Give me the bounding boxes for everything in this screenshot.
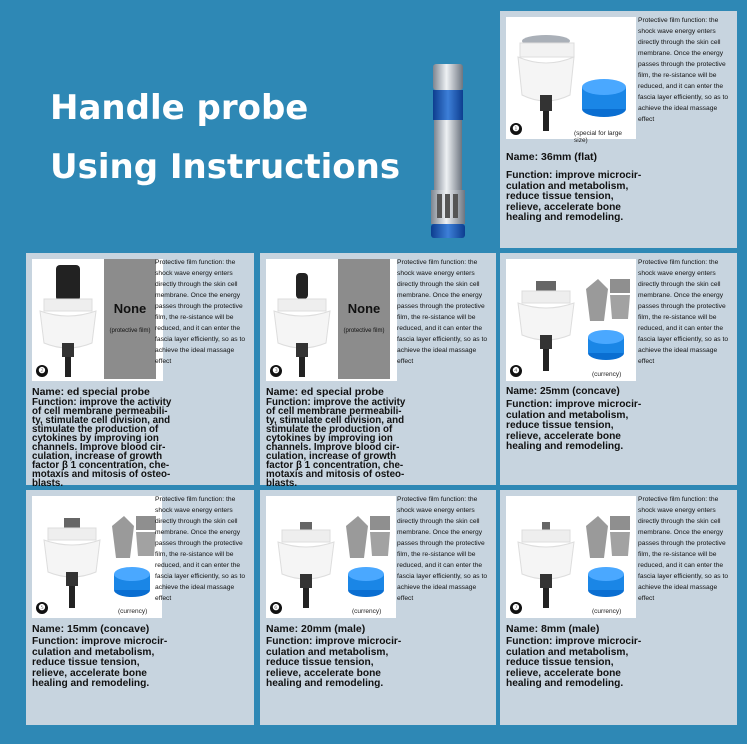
probe-card-5 bbox=[26, 490, 254, 725]
probe-name: Name: 15mm (concave) bbox=[32, 623, 150, 635]
probe-card-6 bbox=[260, 490, 496, 725]
probe-name: Name: ed special probe bbox=[32, 386, 150, 398]
card-number-badge: ❶ bbox=[510, 123, 522, 135]
card-number-badge: ❻ bbox=[270, 602, 282, 614]
probe-image-36mm bbox=[506, 17, 636, 144]
protective-film-text: Protective film function: the shock wave energy enters directly through the skin cell membrane. Once the energy passes through the protective film, the re-sistance will be reduced, and it can enter the fascia layer efficiently, so as to achieve the ideal massage effect bbox=[397, 496, 488, 602]
card-number-badge: ❸ bbox=[270, 365, 282, 377]
handle-probe-image bbox=[418, 60, 478, 242]
protective-film-text: Protective film function: the shock wave energy enters directly through the skin cell membrane. Once the energy passes through the protective film, the re-sistance will be reduced, and it can enter the fascia layer efficiently, so as to achieve the ideal massage effect bbox=[155, 496, 246, 602]
probe-function: Function: improve microcir-culation and metabolism, reduce tissue tension, relieve, accelerate bone healing and remodeling. bbox=[506, 636, 642, 689]
probe-card-7 bbox=[500, 490, 737, 725]
protective-film-text: Protective film function: the shock wave energy enters directly through the skin cell membrane. Once the energy passes through the protective film, the re-sistance will be reduced, and it can enter the fascia layer efficiently, so as to achieve the ideal massage effect bbox=[155, 259, 246, 365]
none-sublabel: (protective film) bbox=[343, 328, 385, 334]
image-caption: (currency) bbox=[118, 608, 148, 615]
protective-film-text: Protective film function: the shock wave energy enters directly through the skin cell membrane. Once the energy passes through the protective film, the re-sistance will be reduced, and it can enter the fascia layer efficiently, so as to achieve the ideal massage effect bbox=[638, 496, 729, 602]
probe-card-1 bbox=[500, 11, 737, 248]
probe-card-3 bbox=[260, 253, 496, 489]
title-line-1: Handle probe bbox=[50, 88, 309, 128]
probe-function: Function: improve microcir-culation and metabolism, reduce tissue tension, relieve, accelerate bone healing and remodeling. bbox=[266, 636, 402, 689]
probe-image-20mm bbox=[266, 496, 396, 618]
image-caption: (currency) bbox=[352, 608, 382, 615]
protective-film-text: Protective film function: the shock wave energy enters directly through the skin cell membrane. Once the energy passes through the protective film, the re-sistance will be reduced, and it can enter the fascia layer efficiently, so as to achieve the ideal massage effect bbox=[638, 17, 729, 123]
image-caption: (special for large size) bbox=[574, 130, 623, 144]
protective-film-text: Protective film function: the shock wave energy enters directly through the skin cell membrane. Once the energy passes through the protective film, the re-sistance will be reduced, and it can enter the fascia layer efficiently, so as to achieve the ideal massage effect bbox=[638, 259, 729, 365]
card-number-badge: ❺ bbox=[36, 602, 48, 614]
protective-film-text: Protective film function: the shock wave energy enters directly through the skin cell membrane. Once the energy passes through the protective film, the re-sistance will be reduced, and it can enter the fascia layer efficiently, so as to achieve the ideal massage effect bbox=[397, 259, 488, 365]
probe-name: Name: 36mm (flat) bbox=[506, 151, 598, 163]
title-line-2: Using Instructions bbox=[50, 147, 401, 187]
none-sublabel: (protective film) bbox=[109, 328, 151, 334]
probe-function: Function: improve the activity of cell membrane permeabili-ty, stimulate cell division, and stimulate the production of cytokines by improving ion channels. Improve blood cir-culation, increase of growth factor β 1 concentration, che-motaxis and mitosis of osteo-blasts. bbox=[266, 397, 406, 489]
image-caption: (currency) bbox=[592, 608, 622, 615]
none-label: None bbox=[113, 301, 147, 316]
no-film-box bbox=[104, 259, 156, 379]
card-number-badge: ❹ bbox=[510, 365, 522, 377]
image-caption: (currency) bbox=[592, 371, 622, 378]
probe-name: Name: ed special probe bbox=[266, 386, 384, 398]
probe-image-8mm bbox=[506, 496, 636, 618]
probe-function: Function: improve microcir-culation and metabolism, reduce tissue tension, relieve, accelerate bone healing and remodeling. bbox=[506, 399, 642, 452]
probe-name: Name: 8mm (male) bbox=[506, 623, 600, 635]
card-number-badge: ❷ bbox=[36, 365, 48, 377]
probe-image-25mm bbox=[506, 259, 636, 381]
probe-function: Function: improve microcir-culation and metabolism, reduce tissue tension, relieve, accelerate bone healing and remodeling. bbox=[506, 170, 642, 223]
probe-image-15mm bbox=[32, 496, 162, 618]
probe-card-4 bbox=[500, 253, 737, 485]
probe-card-2 bbox=[26, 253, 254, 489]
card-number-badge: ❼ bbox=[510, 602, 522, 614]
probe-name: Name: 25mm (concave) bbox=[506, 386, 620, 397]
probe-name: Name: 20mm (male) bbox=[266, 623, 366, 635]
none-label: None bbox=[347, 301, 381, 316]
probe-function: Function: improve microcir-culation and metabolism, reduce tissue tension, relieve, accelerate bone healing and remodeling. bbox=[32, 636, 168, 689]
no-film-box bbox=[338, 259, 390, 379]
probe-function: Function: improve the activity of cell membrane permeabili-ty, stimulate cell division, and stimulate the production of cytokines by improving ion channels. Improve blood cir-culation, increase of growth factor β 1 concentration, che-motaxis and mitosis of osteo-blasts. bbox=[32, 397, 172, 489]
